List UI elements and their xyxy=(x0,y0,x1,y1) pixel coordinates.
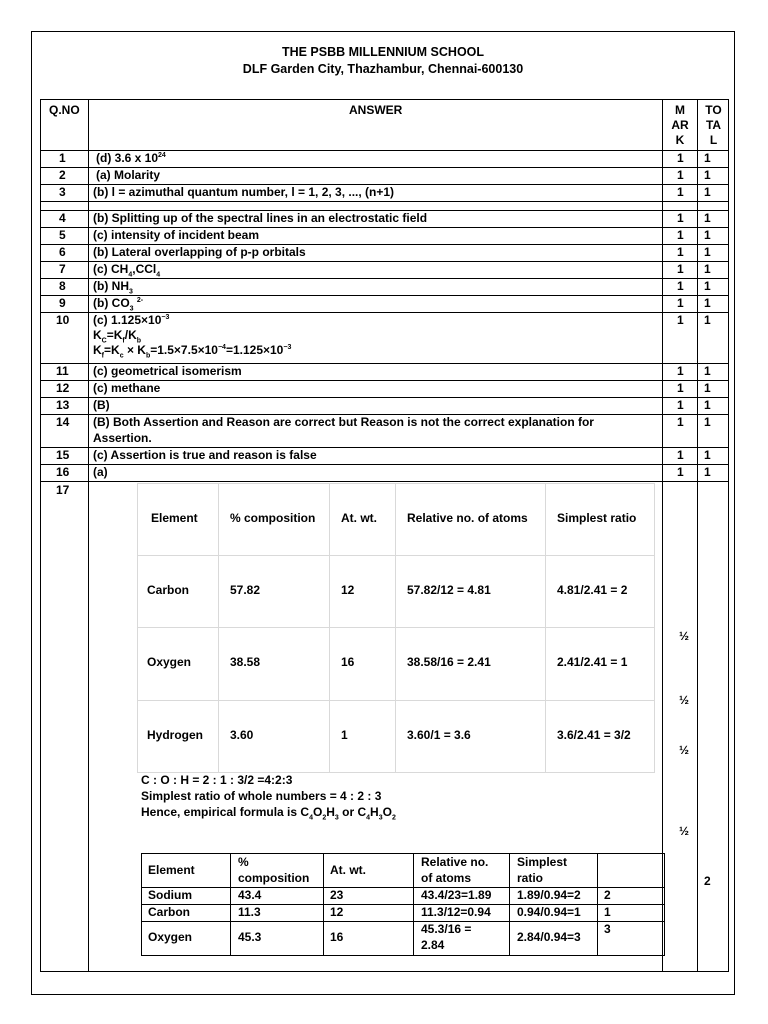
table-cell: 3 xyxy=(59,185,66,199)
table-cell: 9 xyxy=(59,296,66,310)
half-mark: ½ xyxy=(679,693,690,707)
table-cell: (c) Assertion is true and reason is false xyxy=(93,448,317,462)
table-cell: 2 xyxy=(391,814,396,822)
answer-text xyxy=(93,313,291,358)
table-cell: 2- xyxy=(136,297,144,304)
table-cell: 57.82/12 = 4.81 xyxy=(407,583,491,597)
table-cell: 1 xyxy=(677,448,684,462)
table-cell: 1 xyxy=(677,296,684,310)
table-cell: 1 xyxy=(677,262,684,276)
header-answer: ANSWER xyxy=(349,103,403,117)
table-cell: 12 xyxy=(341,583,355,597)
table-cell: 1 xyxy=(704,228,711,242)
table-cell: 1 xyxy=(677,245,684,259)
ratio-line: C : O : H = 2 : 1 : 3/2 =4:2:3 xyxy=(141,773,293,787)
table-cell: (b) Splitting up of the spectral lines in an electrostatic field xyxy=(93,211,428,225)
row-divider xyxy=(41,295,728,296)
table-cell: 3 xyxy=(129,305,134,313)
table-cell: 3.60 xyxy=(230,728,254,742)
table-cell: 1 xyxy=(704,364,711,378)
row-divider xyxy=(138,555,654,556)
table-cell: 2 xyxy=(59,168,66,182)
table-cell: 12 xyxy=(330,905,344,919)
table-cell: 4 xyxy=(156,271,161,279)
table-cell: 1 xyxy=(677,168,684,182)
table-cell: (c) $1.125\times 10^{-3}$ xyxy=(93,313,170,327)
table-cell: Carbon xyxy=(148,905,190,919)
col-divider xyxy=(697,100,698,971)
table-cell: 17 xyxy=(56,483,70,497)
table-cell: 3 xyxy=(604,922,611,936)
table-cell: 1 xyxy=(704,262,711,276)
table-cell: f xyxy=(101,352,105,360)
table-cell: Element xyxy=(148,863,195,877)
table-cell: 1 xyxy=(704,398,711,412)
table-cell: 7 xyxy=(59,262,66,276)
table-cell: L xyxy=(709,133,718,147)
school-address: DLF Garden City, Thazhambur, Chennai-600130 xyxy=(242,62,524,76)
table-cell: % xyxy=(238,855,249,869)
composition-table-1 xyxy=(137,483,655,773)
table-cell: 1 xyxy=(677,398,684,412)
whole-ratio-line: Simplest ratio of whole numbers = 4 : 2 : 3 xyxy=(141,789,382,803)
table-cell: Relative no. of atoms xyxy=(407,511,528,525)
answer-text xyxy=(96,151,166,166)
table-cell: (B) Both Assertion and Reason are correct but Reason is not the correct explanation for xyxy=(93,415,594,429)
row-divider xyxy=(142,921,664,922)
table-cell: of atoms xyxy=(421,871,472,885)
table-cell: 1 xyxy=(704,296,711,310)
table-cell: TO xyxy=(705,103,722,117)
table-cell: (c) intensity of incident beam xyxy=(93,228,260,242)
table-cell: Oxygen xyxy=(148,930,193,944)
table-cell: (a) xyxy=(93,465,108,479)
table-cell: 14 xyxy=(56,415,70,429)
table-cell: f xyxy=(122,337,125,345)
col-divider xyxy=(395,484,396,772)
table-cell: 1.89/0.94=2 xyxy=(517,888,581,902)
table-cell: 1 xyxy=(704,245,711,259)
table-cell: 11 xyxy=(56,364,69,378)
table-cell: 38.58/16 = 2.41 xyxy=(407,655,491,669)
table-cell: 16 xyxy=(330,930,344,944)
table-cell: At. wt. xyxy=(341,511,377,525)
table-cell: (c) methane xyxy=(93,381,161,395)
table-cell: 4 xyxy=(59,211,66,225)
table-cell: 1 xyxy=(341,728,348,742)
table-cell: (d) 3.6 x 10 xyxy=(96,151,159,165)
table-cell: 2 xyxy=(322,814,327,822)
table-cell: 1 xyxy=(704,279,711,293)
table-cell: M xyxy=(675,103,685,117)
table-cell: 1 xyxy=(704,185,711,199)
row-divider xyxy=(41,481,728,482)
table-cell: 2.84 xyxy=(421,938,445,952)
table-cell: K xyxy=(675,133,685,147)
table-cell: c xyxy=(119,352,124,360)
table-cell: 1 xyxy=(677,381,684,395)
col-divider xyxy=(218,484,219,772)
school-name: THE PSBB MILLENNIUM SCHOOL xyxy=(281,45,485,59)
table-cell: 1 xyxy=(704,151,711,165)
table-cell: 16 xyxy=(56,465,70,479)
table-cell: 13 xyxy=(56,398,70,412)
table-cell: 2.41/2.41 = 1 xyxy=(557,655,628,669)
header-mark xyxy=(663,103,697,148)
col-divider xyxy=(329,484,330,772)
table-cell: 1 xyxy=(677,415,684,429)
table-cell: 3.6/2.41 = 3/2 xyxy=(557,728,631,742)
table-cell: 1 xyxy=(677,211,684,225)
table-cell: 24 xyxy=(158,152,166,159)
row-divider xyxy=(41,278,728,279)
table-cell: 3 xyxy=(378,814,383,822)
table-cell: 16 xyxy=(341,655,355,669)
table-cell: 11.3 xyxy=(238,905,261,919)
table-cell: 1 xyxy=(677,279,684,293)
table-cell: ratio xyxy=(517,871,544,885)
answer-text: (b) $NH_3$ xyxy=(93,279,133,296)
table-cell: 1 xyxy=(677,228,684,242)
answer-key-table xyxy=(40,99,729,972)
table-cell: At. wt. xyxy=(330,863,366,877)
table-cell: −3 xyxy=(161,314,170,321)
table-cell: Element xyxy=(151,511,198,525)
table-cell: Simplest xyxy=(517,855,568,869)
q17-total: 2 xyxy=(704,874,711,888)
half-mark: ½ xyxy=(679,824,690,838)
table-cell: 12 xyxy=(56,381,70,395)
table-cell: $K_C=K_f/K_b$ xyxy=(93,328,142,345)
table-cell: Oxygen xyxy=(147,655,192,669)
row-divider xyxy=(142,904,664,905)
table-cell: 1 xyxy=(604,905,611,919)
table-cell: 4 xyxy=(366,814,371,822)
table-cell: 6 xyxy=(59,245,66,259)
table-cell: Hydrogen xyxy=(147,728,204,742)
table-cell: 0.94/0.94=1 xyxy=(517,905,581,919)
table-cell: 38.58 xyxy=(230,655,261,669)
table-cell: 1 xyxy=(677,465,684,479)
table-cell: 1 xyxy=(704,168,711,182)
table-cell: 10 xyxy=(56,313,70,327)
table-cell: 3.60/1 = 3.6 xyxy=(407,728,471,742)
table-cell: TA xyxy=(705,118,722,132)
answer-text: (b) $CO_3$ $^{2-}$ xyxy=(93,296,144,313)
table-cell: 1 xyxy=(704,381,711,395)
table-cell: composition xyxy=(238,871,310,885)
table-cell: 15 xyxy=(56,448,70,462)
table-cell: 1 xyxy=(677,364,684,378)
table-cell: 1 xyxy=(704,448,711,462)
table-cell: 45.3 xyxy=(238,930,262,944)
table-cell: Sodium xyxy=(148,888,192,902)
table-cell: 43.4/23=1.89 xyxy=(421,888,492,902)
document-header xyxy=(32,44,734,78)
table-cell: 3 xyxy=(334,814,339,822)
table-cell: Hence, empirical formula is C xyxy=(141,805,310,819)
table-cell: 5 xyxy=(59,228,66,242)
table-cell: (b) l = azimuthal quantum number, l = 1, 2, 3, ..., (n+1) xyxy=(93,185,395,199)
table-cell: Simplest ratio xyxy=(557,511,637,525)
table-cell: 23 xyxy=(330,888,344,902)
col-divider xyxy=(88,100,89,971)
table-cell: (c) geometrical isomerism xyxy=(93,364,242,378)
row-divider xyxy=(41,397,728,398)
table-cell: Carbon xyxy=(147,583,189,597)
table-cell: $K_f=K_c \times K_b=1.5\times 7.5\times 10^{-4}=1.125\times 10^{-3}$ xyxy=(93,343,292,360)
row-divider xyxy=(138,700,654,701)
table-cell: −3 xyxy=(283,344,292,351)
table-cell: (b) Lateral overlapping of p-p orbitals xyxy=(93,245,306,259)
table-cell: 1 xyxy=(704,211,711,225)
table-cell: 2 xyxy=(604,888,611,902)
row-divider xyxy=(41,201,728,202)
table-cell: 4.81/2.41 = 2 xyxy=(557,583,628,597)
table-cell: −4 xyxy=(217,344,226,351)
table-cell: b xyxy=(136,337,142,345)
table-cell: 1 xyxy=(59,151,66,165)
col-divider xyxy=(662,100,663,971)
table-cell: 3 xyxy=(129,288,133,296)
empirical-formula-line: Hence, empirical formula is $C_4O_2H_3$ or $C_4H_3O_2$ xyxy=(141,805,396,822)
row-divider xyxy=(41,464,728,465)
header-total xyxy=(698,103,729,148)
table-cell: 45.3/16 = xyxy=(421,922,472,936)
table-cell: C xyxy=(101,337,107,345)
table-cell: 1 xyxy=(704,415,711,429)
table-cell: (B) xyxy=(93,398,110,412)
table-cell: or C xyxy=(338,805,367,819)
col-divider xyxy=(545,484,546,772)
table-cell: 4 xyxy=(309,814,313,822)
table-cell: 8 xyxy=(59,279,66,293)
answer-text: (c) $CH_4,CCl_4$ xyxy=(93,262,161,279)
table-cell: AR xyxy=(671,118,689,132)
table-cell: 4 xyxy=(128,271,133,279)
row-divider xyxy=(138,627,654,628)
table-cell: 1 xyxy=(704,465,711,479)
table-cell: (a) Molarity xyxy=(96,168,161,182)
half-mark: ½ xyxy=(679,743,690,757)
composition-table-2 xyxy=(141,853,665,956)
table-cell: 1 xyxy=(704,313,711,327)
table-cell: 11.3/12=0.94 xyxy=(421,905,491,919)
half-mark: ½ xyxy=(679,629,690,643)
table-cell: 2.84/0.94=3 xyxy=(517,930,581,944)
table-cell: b xyxy=(145,352,151,360)
table-cell: % composition xyxy=(230,511,316,525)
table-cell: 43.4 xyxy=(238,888,262,902)
table-cell: 1 xyxy=(677,151,684,165)
table-cell: Relative no. xyxy=(421,855,489,869)
row-divider xyxy=(142,887,664,888)
table-cell: Assertion. xyxy=(93,431,152,445)
table-cell: 1 xyxy=(677,313,684,327)
table-cell: 1 xyxy=(677,185,684,199)
header-qno: Q.NO xyxy=(49,103,80,117)
table-cell: 57.82 xyxy=(230,583,261,597)
